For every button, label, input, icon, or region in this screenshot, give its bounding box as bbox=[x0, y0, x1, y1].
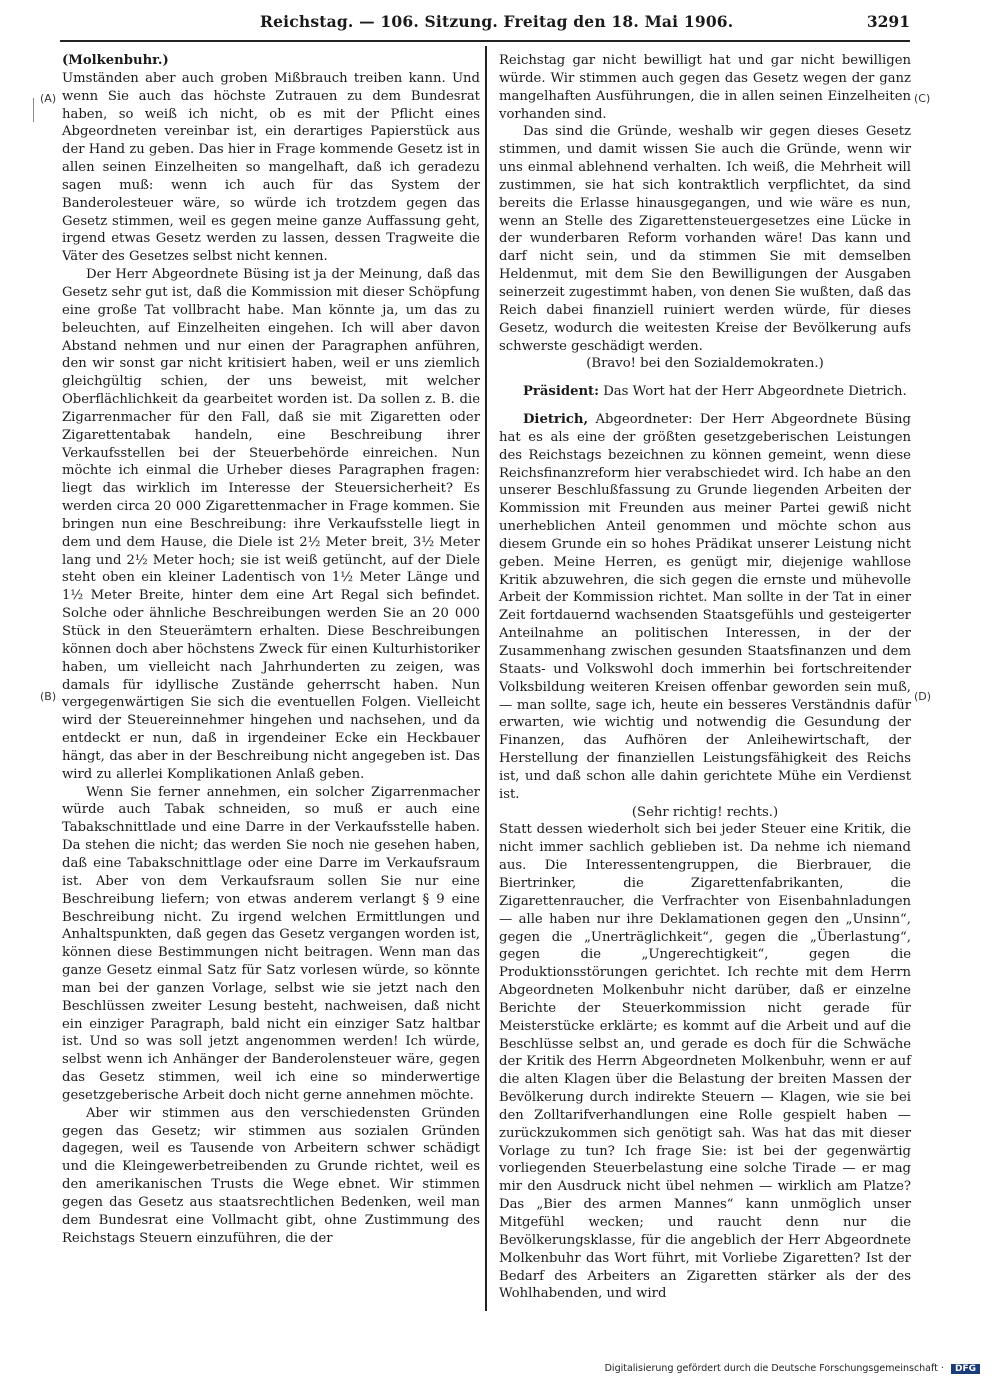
page-number: 3291 bbox=[866, 12, 910, 31]
paragraph: Wenn Sie ferner annehmen, ein solcher Zigarrenmacher würde auch Tabak schneiden, so muß er auch eine Tabakschnittlade und eine Darre in der Verkaufsstelle haben. Da stehen die nicht; das werden Sie noch nie gesehen haben, daß eine Tabakschnittlage oder eine Darre im Verkaufsraum ist. Aber von dem Verkaufsraum sollen Sie nur eine Beschreibung liefern; von etwas anderem verlangt § 9 eine Beschreibung nicht. Zu irgend welchen Ermittlungen und Anhaltspunkten, daß gegen das Gesetz vergangen worden ist, können diese Bestimmungen nicht beitragen. Wenn man das ganze Gesetz einmal Satz für Satz vorlesen würde, so könnte man bei der ganzen Vorlage, selbst wie sie jetzt nach den Beschlüssen zweiter Lesung besteht, nachweisen, daß nicht ein einziger Paragraph, bald nicht ein einziger Satz haltbar ist. Und so was soll jetzt angenommen werden! Ich würde, selbst wenn ich Anhänger der Banderolensteuer wäre, gegen das Gesetz stimmen, weil ich eine so minderwertige gesetzgeberische Arbeit doch nicht gerne annehmen möchte. bbox=[62, 784, 480, 1103]
paragraph: Aber wir stimmen aus den verschiedensten Gründen gegen das Gesetz; wir stimmen aus sozialen Gründen dagegen, weil es Tausende von Arbeitern schwer schädigt und die Kleingewerbetreibenden zu Grunde richtet, weil es den amerikanischen Trusts die Wege ebnet. Wir stimmen gegen das Gesetz aus staatsrechtlichen Bedenken, weil man dem Bundesrat eine Vollmacht gibt, ohne Zustimmung des Reichstags Steuern einzuführen, die der bbox=[62, 1105, 480, 1246]
margin-bar bbox=[33, 98, 34, 122]
running-title: Reichstag. — 106. Sitzung. Freitag den 18. Mai 1906. bbox=[260, 12, 734, 31]
margin-marker-a: (A) bbox=[40, 92, 57, 105]
interjection: (Bravo! bei den Sozialdemokraten.) bbox=[586, 356, 824, 372]
paragraph: Das sind die Gründe, weshalb wir gegen dieses Gesetz stimmen, und damit wissen Sie auch die Gründe, wenn wir uns einmal ablehnend verhalten. Ich weiß, die Mehrheit will zustimmen, sie hat sich kontraktlich verpflichtet, da sind bereits die Erlasse hinausgegangen, und wie wäre es nun, wenn an Stelle des Zigarettensteuergesetzes eine Lücke in der wunderbaren Reform vorhanden wäre! Das kann und darf nicht sein, und da stimmen Sie mit demselben Heldenmut, mit dem Sie den Bewilligungen der Ausgaben seinerzeit zugestimmt haben, von denen Sie wußten, daß das Reich dabei finanziell ruiniert werden würde, für dieses Gesetz, wodurch die weitesten Kreise der Bevölkerung aufs schwerste geschädigt werden. bbox=[499, 124, 911, 354]
margin-marker-d: (D) bbox=[914, 690, 932, 703]
page-header bbox=[60, 6, 910, 36]
paragraph: Reichstag gar nicht bewilligt hat und gar nicht bewilligen würde. Wir stimmen auch gegen das Gesetz wegen der ganz mangelhaften Ausführungen, die in allen seinen Einzelheiten vorhanden sind. bbox=[499, 53, 911, 122]
right-column bbox=[499, 52, 911, 1303]
speaker-name: Präsident: bbox=[523, 384, 600, 400]
paragraph: Umständen aber auch groben Mißbrauch treiben kann. Und wenn Sie auch das höchste Zutrauen zu dem Bundesrat haben, so weiß ich nicht, ob es mit der Pflicht eines Abgeordneten vereinbar ist, ein derartiges Papierstück aus der Hand zu geben. Das hier in Frage kommende Gesetz ist in allen seinen Einzelheiten so mangelhaft, daß ich geradezu sagen muß: wenn ich auch für das System der Banderolesteuer wäre, so würde ich trotzdem gegen das Gesetz stimmen, weil es gegen meine ganze Auffassung geht, irgend etwas Gesetz werden zu lassen, dessen Tragweite die Väter des Gesetzes selbst nicht kennen. bbox=[62, 70, 480, 265]
margin-marker-b: (B) bbox=[40, 690, 57, 703]
president-statement bbox=[499, 383, 911, 401]
interjection: (Sehr richtig! rechts.) bbox=[631, 804, 779, 820]
speaker-tag: (Molkenbuhr.) bbox=[62, 53, 169, 68]
column-divider bbox=[485, 46, 487, 1311]
statement-text: Das Wort hat der Herr Abgeordnete Dietrich. bbox=[603, 384, 907, 400]
speech-text: Abgeordneter: Der Herr Abgeordnete Büsing hat es als eine der größten gesetzgeberischen Leistungen des Reichstags bezeichnen zu können gemeint, wenn diese Reichsfinanzreform hier verabschiedet wird. Ich habe an den unserer Beschlußfassung zu Grunde liegenden Arbeiten der Kommission mit Freunden aus meiner Partei gewiß nicht unerheblichen Anteil genommen und möchte schon aus diesem Grunde ein so hohes Prädikat unserer Leistung nicht geben. Meine Herren, es genügt mir, diejenige wahllose Kritik abzuwehren, die sich gegen die ernste und mühevolle Arbeit der Kommission richtet. Man sollte in der Tat in einer Zeit fortdauernd wachsenden Staatsgefühls und gesteigerter Anteilnahme an politischen Interessen, in der der Zusammenhang zwischen gesunden Staatsfinanzen und dem Staats- und Volkswohl doch immerhin bei fortschreitender Volksbildung weiteren Kreisen offenbar geworden sein muß, — man sollte, sage ich, heute ein besseres Verständnis dafür erwarten, wie wichtig und notwendig die Gesundung der Finanzen, das Aufhören der Anleihewirtschaft, der Herstellung der finanziellen Leistungsfähigkeit des Reichs ist, und daß schon alle dahin gerichtete Mühe ein Verdienst ist. bbox=[499, 412, 911, 802]
margin-marker-c: (C) bbox=[914, 92, 931, 105]
paragraph: Statt dessen wiederholt sich bei jeder Steuer eine Kritik, die nicht immer sachlich geblieben ist. Da nehme ich niemand aus. Die Interessentengruppen, die Bierbrauer, die Biertrinker, die Zigarettenfabrikanten, die Zigarettenraucher, die Verfrachter von Eisenbahnladungen — alle haben nur ihre Deklamationen gegen den „Unsinn“, gegen die „Unerträglichkeit“, gegen die „Überlastung“, gegen die „Ungerechtigkeit“, gegen die Produktionsstörungen gerichtet. Ich rechte mit dem Herrn Abgeordneten Molkenbuhr nicht darüber, daß er einzelne Berichte der Steuerkommission nicht gerade für Meisterstücke erklärte; es kommt auf die Arbeit und auf die Beschlüsse selbst an, und gerade es doch für die Schwäche der Kritik des Herrn Abgeordneten Molkenbuhr, wenn er auf die alten Klagen über die Belastung der breiten Massen der Bevölkerung durch indirekte Steuern — Klagen, wie sie bei den Zolltarifverhandlungen eine Rolle gespielt haben — zurückzukommen sich genötigt sah. Was hat das mit dieser Vorlage zu tun? Ich frage Sie: ist bei der gegenwärtig vorliegenden Steuerbelastung eine solche Tirade — er mag mir den Ausdruck nicht übel nehmen — wirklich am Platze? Das „Bier des armen Mannes“ kann unmöglich unser Mitgefühl wecken; und raucht denn nur die Bevölkerungsklasse, für die angeblich der Herr Abgeordnete Molkenbuhr das Wort führt, mit Vorliebe Zigaretten? Ist der Bedarf des Arbeiters an Zigaretten stärker als der des Wohlhabenden, und wird bbox=[499, 822, 911, 1302]
digitization-credit bbox=[605, 1363, 980, 1374]
paragraph: Der Herr Abgeordnete Büsing ist ja der Meinung, daß das Gesetz sehr gut ist, daß die Kommission mit dieser Schöpfung eine große Tat vollbracht habe. Man könnte ja, um das zu beleuchten, auf Einzelheiten eingehen. Ich will aber davon Abstand nehmen und nur einen der Paragraphen anführen, den wir sonst gar nicht kritisiert haben, weil er uns ziemlich gleichgültig schien, der uns beweist, mit welcher Oberflächlichkeit da gearbeitet worden ist. Da sollen z. B. die Zigarrenmacher für den Fall, daß sie mit Zigaretten oder Zigarettentabak handeln, eine Beschreibung ihrer Verkaufsstellen bei der Steuerbehörde einreichen. Nun möchte ich einmal die Urheber dieses Paragraphen fragen: liegt das wirklich im Interesse der Steuersicherheit? Es werden circa 20 000 Zigarettenmacher in Frage kommen. Sie bringen nun eine Beschreibung: ihre Verkaufsstelle liegt in dem und dem Hause, die Diele ist 2½ Meter breit, 3½ Meter lang und 2½ Meter hoch; sie ist weiß getüncht, auf der Diele steht oben ein kleiner Ladentisch von 1½ Meter Länge und 1½ Meter Breite, hinter dem eine Art Regal sich befindet. Solche oder ähnliche Beschreibungen werden Sie an 20 000 Stück in den Steuerämtern erhalten. Diese Beschreibungen können doch aber höchstens Zweck für einen Kulturhistoriker haben, um vielleicht nach Jahrhunderten zu zeigen, was damals für idyllische Zustände geherrscht haben. Nun vergegenwärtigen Sie sich die eventuellen Folgen. Vielleicht wird der Steuereinnehmer hingehen und nachsehen, und da entdeckt er nun, daß in irgendeiner Ecke ein Heckbauer hängt, das aber in der Beschreibung nicht angegeben ist. Das wird zu allerlei Komplikationen Anlaß geben. bbox=[62, 267, 480, 782]
dfg-logo: DFG bbox=[951, 1364, 980, 1374]
speaker-name: Dietrich, bbox=[523, 412, 589, 428]
header-rule bbox=[60, 40, 910, 42]
left-column bbox=[62, 52, 480, 1248]
footer-text: Digitalisierung gefördert durch die Deutsche Forschungsgemeinschaft · bbox=[604, 1363, 944, 1374]
speech-opening bbox=[499, 411, 911, 804]
